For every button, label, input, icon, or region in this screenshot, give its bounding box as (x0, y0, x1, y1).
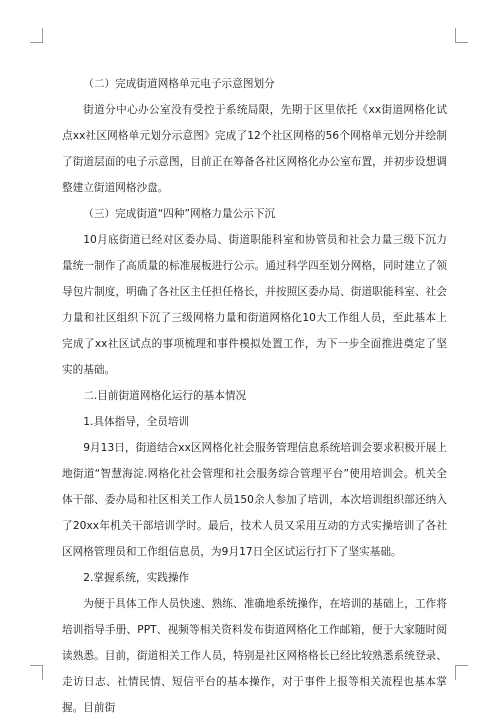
crop-mark-bottom-left (30, 665, 43, 680)
subheading-training: 1.具体指导，全员培训 (83, 416, 190, 428)
section-heading-grid-forces: （三）完成街道“四种”网格力量公示下沉 (83, 208, 276, 220)
paragraph-grid-forces: 10月底街道已经对区委办局、街道职能科室和协管员和社会力量三级下沉力量统一制作了高质量的标准展板进行公示。通过科学四至划分网格，同时建立了领导包片制度，明确了各社区主任担任格长，并按照区委办局、街道职能科室、社会力量和社区组织下沉了三级网格力量和街道网格化10大工作组人员，至此基本上完成了xx社区试点的事项梳理和事件模拟处置工作，为下一步全面推进奠定了坚实的基础。 (62, 234, 447, 376)
section-heading-grid-map: （二）完成街道网格单元电子示意图划分 (83, 78, 275, 90)
section-heading-operation: 二.目前街道网格化运行的基本情况 (83, 390, 247, 402)
paragraph-system-practice: 为便于具体工作人员快速、熟练、准确地系统操作，在培训的基础上，工作将培训指导手册、PPT、视频等相关资料发布街道网格化工作邮箱，便于大家随时阅读熟悉。目前，街道相关工作人员，特别是社区网格格长已经比较熟悉系统登录、走访日志、社情民情、短信平台的基本操作，对于事件上报等相关流程也基本掌握。目前街 (62, 598, 447, 714)
crop-mark-top-left (30, 28, 43, 43)
document-body (62, 71, 447, 721)
paragraph-training: 9月13日，街道结合xx区网格化社会服务管理信息系统培训会要求积极开展上地街道“智慧海淀.网格化社会管理和社会服务综合管理平台”使用培训会。机关全体干部、委办局和社区相关工作人员150余人参加了培训，本次培训组织部还纳入了20xx年机关干部培训学时。最后，技术人员又采用互动的方式实操培训了各社区网格管理员和工作组信息员，为9月17日全区试运行打下了坚实基础。 (62, 442, 447, 558)
subheading-system-practice: 2.掌握系统，实践操作 (83, 572, 190, 584)
crop-mark-top-right (455, 28, 468, 43)
crop-mark-bottom-right (455, 665, 468, 680)
paragraph-grid-map: 街道分中心办公室没有受控于系统局限，先期于区里依托《xx街道网格化试点xx社区网格单元划分示意图》完成了12个社区网格的56个网格单元划分并绘制了街道层面的电子示意图，目前正在筹备各社区网格化办公室布置，并初步设想调整建立街道网格沙盘。 (62, 104, 447, 194)
